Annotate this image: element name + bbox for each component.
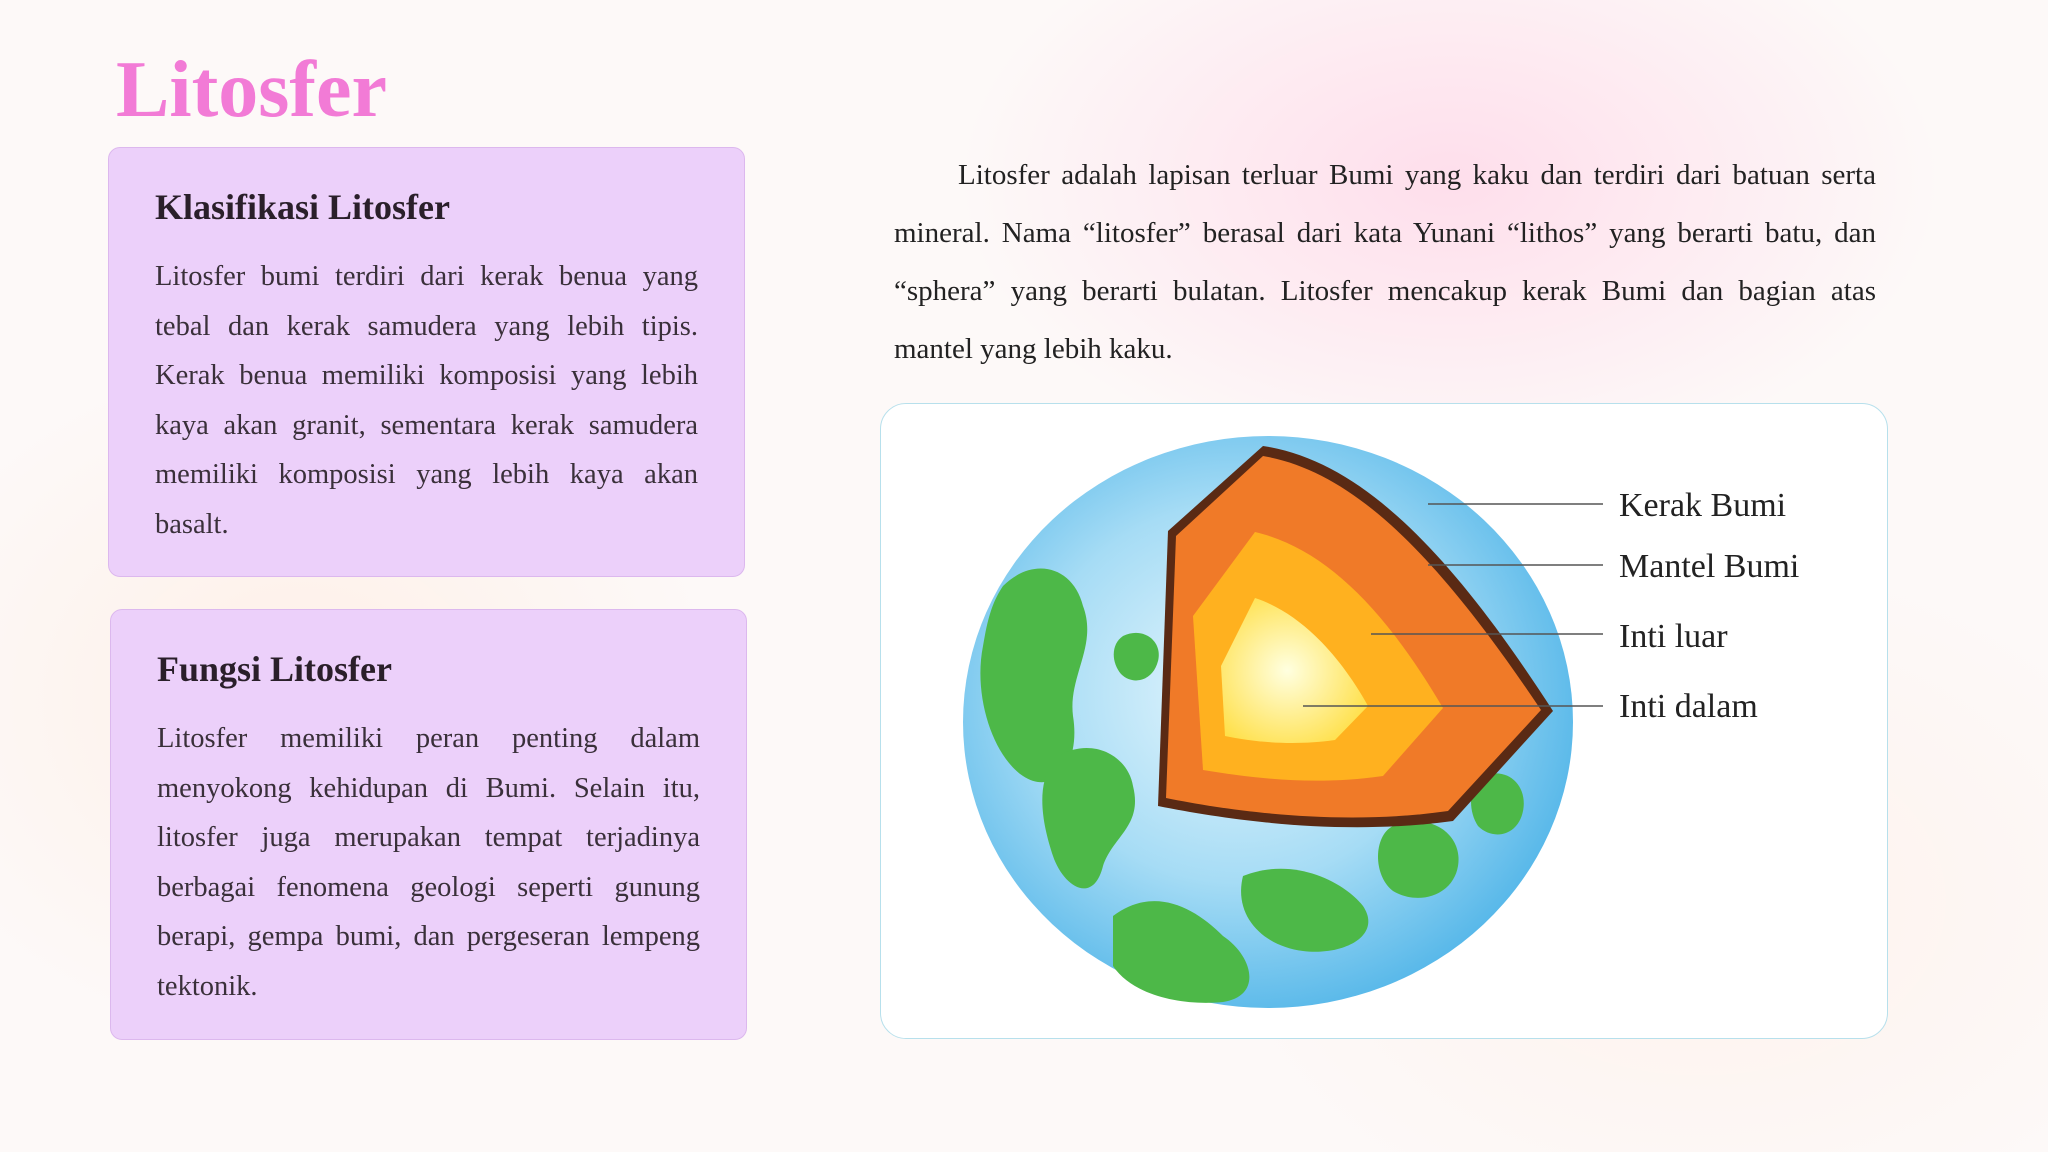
label-inner-core: Inti dalam <box>1619 688 1758 725</box>
function-heading: Fungsi Litosfer <box>157 649 393 689</box>
earth-layers-diagram <box>880 403 1888 1039</box>
classification-card <box>108 147 745 577</box>
classification-text: Litosfer bumi terdiri dari kerak benua yang tebal dan kerak samudera yang lebih tipis. Kerak benua memiliki komposisi yang lebih kaya akan granit, sementara kerak samudera memiliki komposisi yang lebih kaya akan basalt. <box>155 261 698 540</box>
page-title: Litosfer <box>116 46 388 134</box>
function-card <box>110 609 747 1040</box>
function-text: Litosfer memiliki peran penting dalam menyokong kehidupan di Bumi. Selain itu, litosfer juga merupakan tempat terjadinya berbagai fenomena geologi seperti gunung berapi, gempa bumi, dan pergeseran lempeng tektonik. <box>157 723 700 1002</box>
label-crust: Kerak Bumi <box>1619 487 1787 524</box>
label-mantle: Mantel Bumi <box>1619 548 1800 585</box>
label-outer-core: Inti luar <box>1619 618 1728 655</box>
classification-heading: Klasifikasi Litosfer <box>155 187 450 227</box>
intro-paragraph: Litosfer adalah lapisan terluar Bumi yang kaku dan terdiri dari batuan serta mineral. Nama “litosfer” berasal dari kata Yunani “lithos” yang berarti batu, dan “sphera” yang berarti bulatan. Litosfer mencakup kerak Bumi dan bagian atas mantel yang lebih kaku. <box>894 159 1876 365</box>
